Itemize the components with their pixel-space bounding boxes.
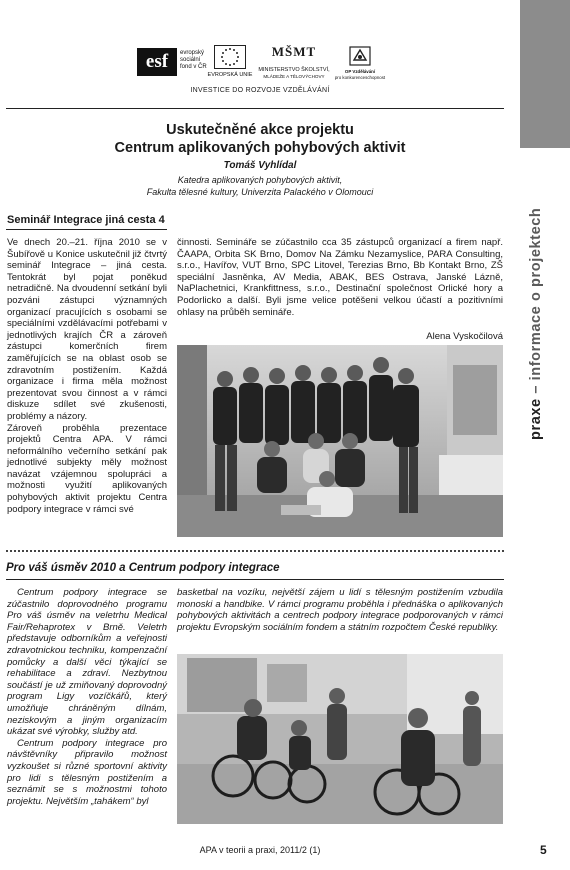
op-label-2: pro konkurenceschopnost xyxy=(334,74,386,80)
msmt-label-1: MINISTERSTVO ŠKOLSTVÍ, xyxy=(258,67,330,73)
section-2-left-column xyxy=(7,587,167,807)
section-1-underline xyxy=(6,229,167,230)
article-title xyxy=(0,121,520,157)
eu-flag-icon xyxy=(214,45,246,69)
op-emblem-icon xyxy=(349,46,371,66)
side-tab xyxy=(520,0,570,870)
section-2-paragraph-1: Centrum podpory integrace se zúčastnilo doprovodného programu Pro váš úsměv na veletrhu Medical Fair/Rehaprotex v Brně. Veletrh představuje odborníkům a veřejnosti zdravotnickou techniku, kompenzační pomůcky a další věci týkající se rehabilitace a zdraví. Nezbytnou součástí je už zmiňovaný doprovodný program Ligy vozíčkářů, který umožňuje chráněným dílnám, neziskovým a jiným organizacím ukázat své výrobky, služby atd. xyxy=(7,587,167,738)
section-2-right-paragraph: basketbal na vozíku, největší zájem u lidí s tělesným postižením vzbudila monoski a handbike. V rámci programu proběhla i přednáška o aplikovaných pohybových aktivitách a centrech podpory integrace podporovaných v rámci projektu Evropským sociálním fondem a státním rozpočtem České republiky. xyxy=(177,587,503,633)
section-1-right-paragraph: činnosti. Semináře se zúčastnilo cca 35 zástupců organizací a firem např. ČAAPA, Orbita SK Brno, Domov Na Zámku Nezamyslice, PARA Consulting, s.r.o., Havířov, VUT Brno, SPC Litovel, Terezias Brno, Bb Kontakt Brno, ZŠ speciální Jasněnka, AV Media, ABAK, BES Ostrava, Janské Lázně, NaPlachetnici, Krankfittness, s.r.o., Destinační společnost Orlické hory a Podorlicko a další. Byli jsme velice potěšeni velkou účastí a pozitivními ohlasy na průběh semináře. xyxy=(177,237,503,318)
affiliation-line-2: Fakulta tělesné kultury, Univerzita Palackého v Olomouci xyxy=(146,187,374,197)
op-logo xyxy=(333,42,387,86)
journal-footer: APA v teorii a praxi, 2011/2 (1) xyxy=(199,845,321,855)
esf-label-3: fond v ČR xyxy=(180,64,207,70)
article-affiliation xyxy=(0,174,520,198)
section-2-paragraph-2: Centrum podpory integrace pro návštěvníky připravilo možnost vyzkoušet si různé sportovní aktivity pro lidi s tělesným postižením a seznámit se s možnostmi tohoto projektu. Největším „tahákem“ byl xyxy=(7,737,167,807)
esf-mark: esf xyxy=(137,48,177,76)
page-number: 5 xyxy=(540,843,547,857)
article-title-line-1: Uskutečněné akce projektu xyxy=(166,122,354,138)
side-tab-praxe: praxe xyxy=(528,398,544,440)
group-photo-image xyxy=(177,345,503,537)
esf-label-1: evropský xyxy=(180,50,205,56)
op-label-1: OP Vzdělávání xyxy=(344,69,376,74)
photo-credit: Alena Vyskočilová xyxy=(426,331,503,342)
article-title-line-2: Centrum aplikovaných pohybových aktivit xyxy=(114,140,406,156)
section-1-heading: Seminář Integrace jiná cesta 4 xyxy=(7,214,165,226)
msmt-label-2: MLÁDEŽE A TĚLOVÝCHOVY xyxy=(263,73,325,79)
side-tab-dash: – xyxy=(528,380,544,399)
invest-tagline: INVESTICE DO ROZVOJE VZDĚLÁVÁNÍ xyxy=(190,87,330,94)
side-tab-block xyxy=(520,0,570,148)
esf-label-2: sociální xyxy=(180,57,201,63)
side-tab-rest: informace o projektech xyxy=(528,207,544,381)
top-divider xyxy=(6,108,504,109)
esf-logo xyxy=(137,42,217,82)
section-1-paragraph-1: Ve dnech 20.–21. října 2010 se v Šubířově u Konice uskutečnil již čtvrtý seminář Integrace – jiná cesta. Tentokrát byl pojat poněkud netradičně. Na dvoudenní setkání byli pozváni zástupci významných organizací pracujících s osobami se speciálními vzdělávacími potřebami v jednotlivých krajích ČR a zároveň zástupci komerčních firem zaměřujících se na oblast osob se zdravotním postižením. Každá organizace i firma měla možnost prezentovat svou činnost a v rámci diskuze sdílet své zkušenosti, problémy a názory. xyxy=(7,237,167,422)
wheelchair-photo-image xyxy=(177,654,503,824)
side-tab-label xyxy=(528,207,544,440)
article-author: Tomáš Vyhlídal xyxy=(223,160,297,171)
group-photo xyxy=(177,345,503,537)
eu-label: EVROPSKÁ UNIE xyxy=(207,72,253,78)
section-2-heading: Pro váš úsměv 2010 a Centrum podpory integrace xyxy=(6,562,280,574)
affiliation-line-1: Katedra aplikovaných pohybových aktivit, xyxy=(177,175,343,185)
section-2-underline xyxy=(6,579,504,580)
msmt-mark: MŠMT xyxy=(271,44,317,59)
section-1-paragraph-2: Zároveň proběhla prezentace projektů Centra APA. V rámci neformálního večerního setkání pak jednotlivé subjekty měly možnost navázat vzájemnou spolupráci a možnosti využití aplikovaných pohybových aktivit projektu Centra podpory integrace v rámci své xyxy=(7,422,167,515)
wheelchair-photo xyxy=(177,654,503,824)
section-1-left-column xyxy=(7,237,167,515)
section-separator xyxy=(6,550,504,552)
eu-logo xyxy=(207,42,253,82)
msmt-logo xyxy=(255,42,333,86)
